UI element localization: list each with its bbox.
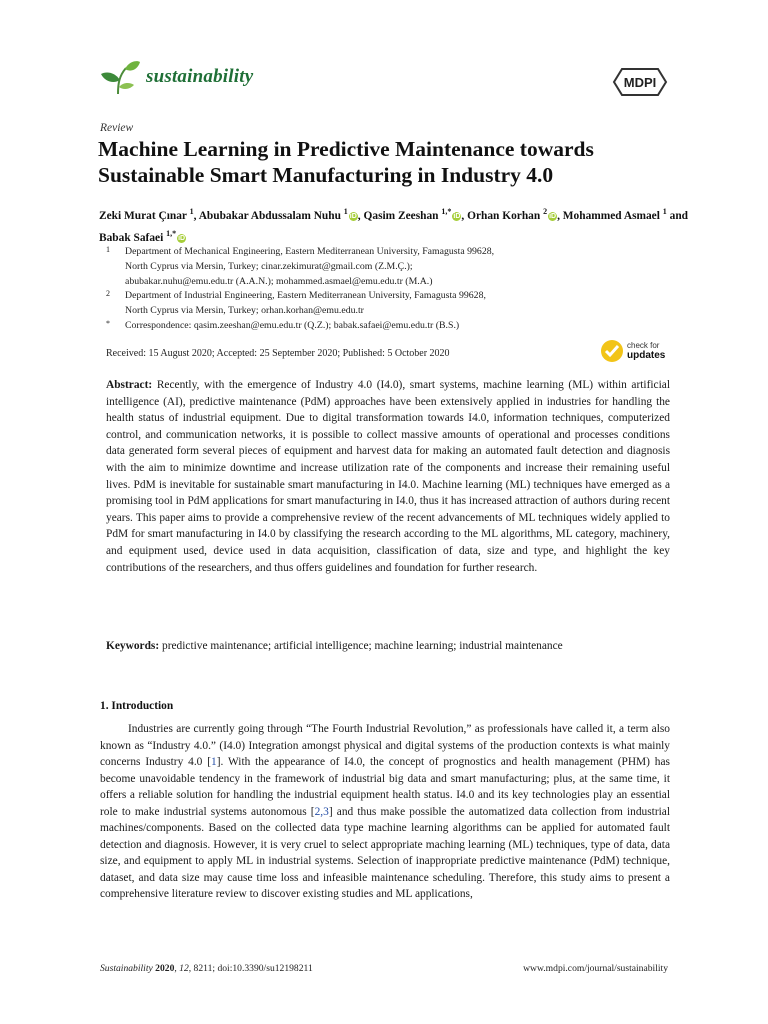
footer-citation: Sustainability 2020, 12, 8211; doi:10.3390/su12198211 [100, 963, 313, 974]
affiliation-text: North Cyprus via Mersin, Turkey; orhan.korhan@emu.edu.tr [125, 305, 364, 317]
affiliation-text: Department of Mechanical Engineering, Eastern Mediterranean University, Famagusta 99628, [125, 246, 495, 257]
check-updates-icon [600, 339, 624, 363]
affiliation-mark: 2 [106, 289, 110, 299]
abstract-label: Abstract: [106, 379, 153, 391]
keywords-text: predictive maintenance; artificial intelligence; machine learning; industrial maintenance [162, 640, 563, 652]
footer-url[interactable]: www.mdpi.com/journal/sustainability [523, 963, 668, 974]
author-list [99, 203, 689, 247]
affiliation-line [106, 289, 666, 304]
author-name: Zeki Murat Çınar [99, 209, 187, 222]
check-for-updates-badge[interactable] [600, 338, 680, 364]
orcid-icon[interactable]: iD [549, 212, 557, 220]
affiliation-mark: 1 [106, 245, 110, 254]
intro-text-1: Industries are currently going through “The Fourth Industrial Revolution,” as professionals have called it, a term also known as “Industry 4.0.” (I4.0) Integration amongst physical and digital systems of the production contexts is what mainly concerns Industry 4.0 [ [100, 723, 670, 769]
author-separator: , [357, 209, 361, 222]
publication-dates: Received: 15 August 2020; Accepted: 25 September 2020; Published: 5 October 2020 [106, 348, 450, 359]
intro-text-3: ] and thus make possible the automatized data collection from industrial machines/components. Based on the collected data type machine learning algorithms can be applied for automated fault detection and diagnosis. However, it is very cruel to select appropriate maching learning (ML) techniques, type of data, data size, and equipment to apply ML in industrial systems. Selection of inappropriate predictive maintenance (PdM) technique, dataset, and data size may cause time loss and infeasible maintenance scheduling. Therefore, this study aims to present a comprehensive literature review to discover existing studies and ML applications, [100, 805, 670, 901]
abstract-text: Recently, with the emergence of Industry 4.0 (I4.0), smart systems, machine learning (ML) within artificial intelligence (AI), predictive maintenance (PdM) approaches have been extensively applied in industries for handling the health status of industrial equipment. Due to digital transformation towards I4.0, information techniques, computerized control, and communication networks, it is possible to collect massive amounts of operational and processes conditions data generated form several pieces of equipment and harvest data for making an automated fault detection and diagnosis with the aim to minimize downtime and increase utilization rate of the components and increase their remaining useful lives. PdM is inevitable for sustainable smart manufacturing in I4.0. Machine learning (ML) techniques have emerged as a promising tool in PdM applications for smart manufacturing in I4.0, thus it has increased attraction of authors during recent years. This paper aims to provide a comprehensive review of the recent advancements of ML techniques widely applied to PdM for smart manufacturing in I4.0 by classifying the research according to the ML algorithms, ML category, machinery, and equipment used, device used in data acquisition, classification of data, size and type, and highlight the key contributions of the researchers, and thus offers guidelines and foundation for further research. [106, 379, 670, 574]
footer-year: 2020 [155, 963, 175, 974]
author-affiliation-mark: 1,* [441, 207, 452, 216]
author-affiliation-mark: 1 [662, 207, 667, 216]
footer-journal: Sustainability [100, 963, 153, 974]
leaf-logo-icon [98, 58, 142, 98]
mdpi-logo-text: MDPI [623, 75, 657, 90]
author-name: Mohammed Asmael [562, 209, 660, 222]
section-heading: 1. Introduction [100, 700, 174, 712]
author-affiliation-mark: 2 [543, 207, 548, 216]
author-name: Qasim Zeeshan [363, 209, 439, 222]
article-type: Review [100, 122, 134, 134]
affiliation-line [106, 245, 666, 260]
author-affiliation-mark: 1 [343, 207, 348, 216]
journal-name: sustainability [146, 66, 254, 87]
author-separator: , [557, 209, 560, 222]
author-affiliation-mark: 1 [189, 207, 194, 216]
check-updates-line1: check for [627, 341, 660, 350]
check-updates-line2: updates [627, 350, 666, 361]
mdpi-logo-icon [612, 67, 668, 97]
footer-volume: 12 [179, 963, 189, 974]
introduction-text [100, 721, 670, 903]
affiliation-line [106, 304, 666, 319]
affiliations [106, 245, 666, 334]
author-affiliation-mark: 1,* [166, 228, 177, 238]
affiliation-line [106, 260, 666, 275]
citation-link-1[interactable]: 1 [211, 756, 217, 769]
keywords [106, 638, 670, 654]
author-name: Babak Safaei [99, 231, 164, 244]
footer-doi: , 8211; doi:10.3390/su12198211 [188, 963, 313, 974]
affiliation-text: North Cyprus via Mersin, Turkey; cinar.zekimurat@gmail.com (Z.M.Ç.); [125, 260, 413, 272]
affiliation-mark: * [106, 318, 110, 328]
author-separator: , [461, 209, 465, 222]
article-title: Machine Learning in Predictive Maintenance towards Sustainable Smart Manufacturing in Industry 4.0 [98, 137, 594, 187]
intro-paragraph [100, 721, 670, 903]
affiliation-text: abubakar.nuhu@emu.edu.tr (A.A.N.); mohammed.asmael@emu.edu.tr (M.A.) [125, 275, 433, 287]
intro-text-2: ]. With the appearance of I4.0, the concept of prognostics and health management (PHM) has become unavoidable tendency in the framework of industrial big data and smart manufacturing; plus, at the same time, it offers a reliable solution for handling the industrial equipment health status. I4.0 and its key technologies play an essential role to make industrial systems autonomous [ [100, 756, 670, 818]
abstract [106, 377, 670, 576]
affiliation-text: Department of Industrial Engineering, Eastern Mediterranean University, Famagusta 99628, [125, 290, 486, 302]
orcid-icon[interactable]: iD [349, 212, 357, 220]
author-and: and [669, 209, 689, 222]
affiliation-text: Correspondence: qasim.zeeshan@emu.edu.tr (Q.Z.); babak.safaei@emu.edu.tr (B.S.) [125, 319, 460, 331]
author-name: Orhan Korhan [467, 209, 541, 222]
orcid-icon[interactable]: iD [178, 234, 186, 242]
keywords-label: Keywords: [106, 640, 160, 652]
author-name: Abubakar Abdussalam Nuhu [198, 209, 341, 222]
affiliation-line [106, 319, 666, 334]
citation-link-2-3[interactable]: 2,3 [314, 805, 329, 818]
author-separator: , [193, 209, 197, 222]
orcid-icon[interactable]: iD [453, 212, 461, 220]
affiliation-line [106, 275, 666, 290]
